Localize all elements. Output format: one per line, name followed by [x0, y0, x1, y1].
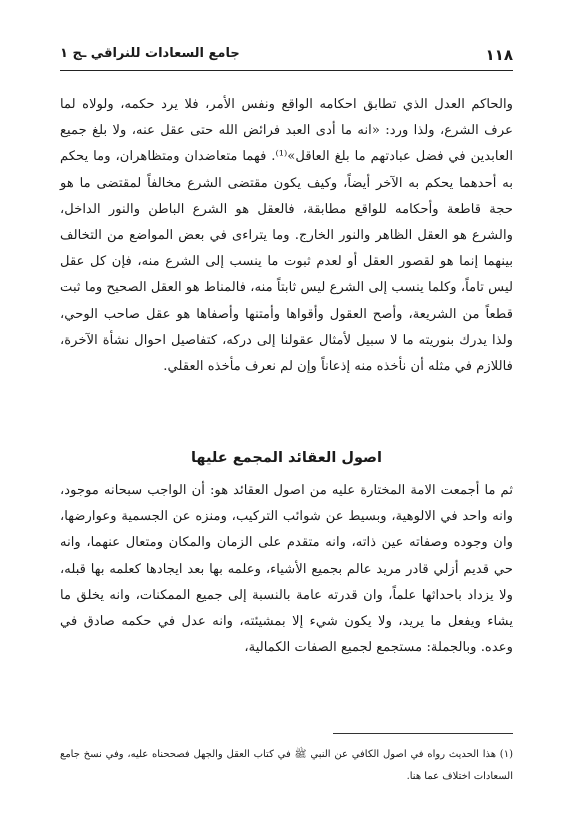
header-divider: [60, 70, 513, 71]
footnote: (١) هذا الحديث رواه في اصول الكافي عن النبي ﷺ في كتاب العقل والجهل فصححناه عليه، وفي نسخ جامع السعادات اختلاف عما هنا.: [60, 749, 513, 782]
body-paragraph-2: ثم ما أجمعت الامة المختارة عليه من اصول العقائد هو: أن الواجب سبحانه موجود، وانه واحد في الالوهية، وبسيط عن شوائب التركيب، ومنزه عن الجسمية وعوارضها، وان وجوده وصفاته عين ذاته، وانه متقدم على الزمان والمكان ومتعال عنهما، وانه حي قديم أزلي قادر مريد عالم بجميع الأشياء، وعلمه بها بعد ايجادها كعلمه بها قبله، ولا يزداد باحداثها علماً، وان قدرته عامة بالنسبة إلى جميع الممكنات، وانه يخلق ما يشاء ويفعل ما يريد، ولا يكون شيء إلا بمشيئته، وانه عدل في حكمه صادق في وعده. وبالجملة: مستجمع لجميع الصفات الكمالية،: [60, 483, 513, 656]
page-header: [60, 40, 513, 70]
running-book-title: جامع السعادات للنراقي ـج ١: [60, 46, 240, 61]
footnote-divider: [333, 733, 513, 734]
page-number: ١١٨: [485, 46, 513, 64]
body-paragraph-1: والحاكم العدل الذي تطابق احكامه الواقع ونفس الأمر، فلا يرد حكمه، ولولاه لما عرف الشرع، ولذا ورد: «انه ما أدى العبد فرائض الله حتى عقل عنه، ولا بلغ جميع العابدين في فضل عبادتهم ما بلغ العاقل»⁽¹⁾. فهما متعاضدان ومتظاهران، وما يحكم به أحدهما يحكم به الآخر أيضاً، وكيف يكون مقتضى الشرع مخالفاً لمقتضى ما هو حجة قاطعة وأحكامه للواقع مطابقة، فالعقل هو الشرع الباطن والنور الداخل، والشرع هو العقل الظاهر والنور الخارج. وما يتراءى في بعض المواضع من التخالف بينهما إنما هو لقصور العقل أو لعدم ثبوت ما ينسب إلى الشرع منه، فإن كل عقل ليس تاماً، وكلما ينسب إلى الشرع ليس ثابتاً منه، فالمناط هو العقل الصحيح وما ثبت قطعاً من الشريعة، وأصح العقول وأقواها وأمتنها وأصفاها هو عقل صاحب الوحي، ولذا يدرك بنوريته ما لا سبيل لأمثال عقولنا إلى دركه، كتفاصيل احوال نشأة الآخرة، فاللازم في مثله أن نأخذه منه إذعاناً وإن لم نعرف مأخذه العقلي.: [60, 97, 513, 375]
section-heading: اصول العقائد المجمع عليها: [190, 450, 383, 466]
